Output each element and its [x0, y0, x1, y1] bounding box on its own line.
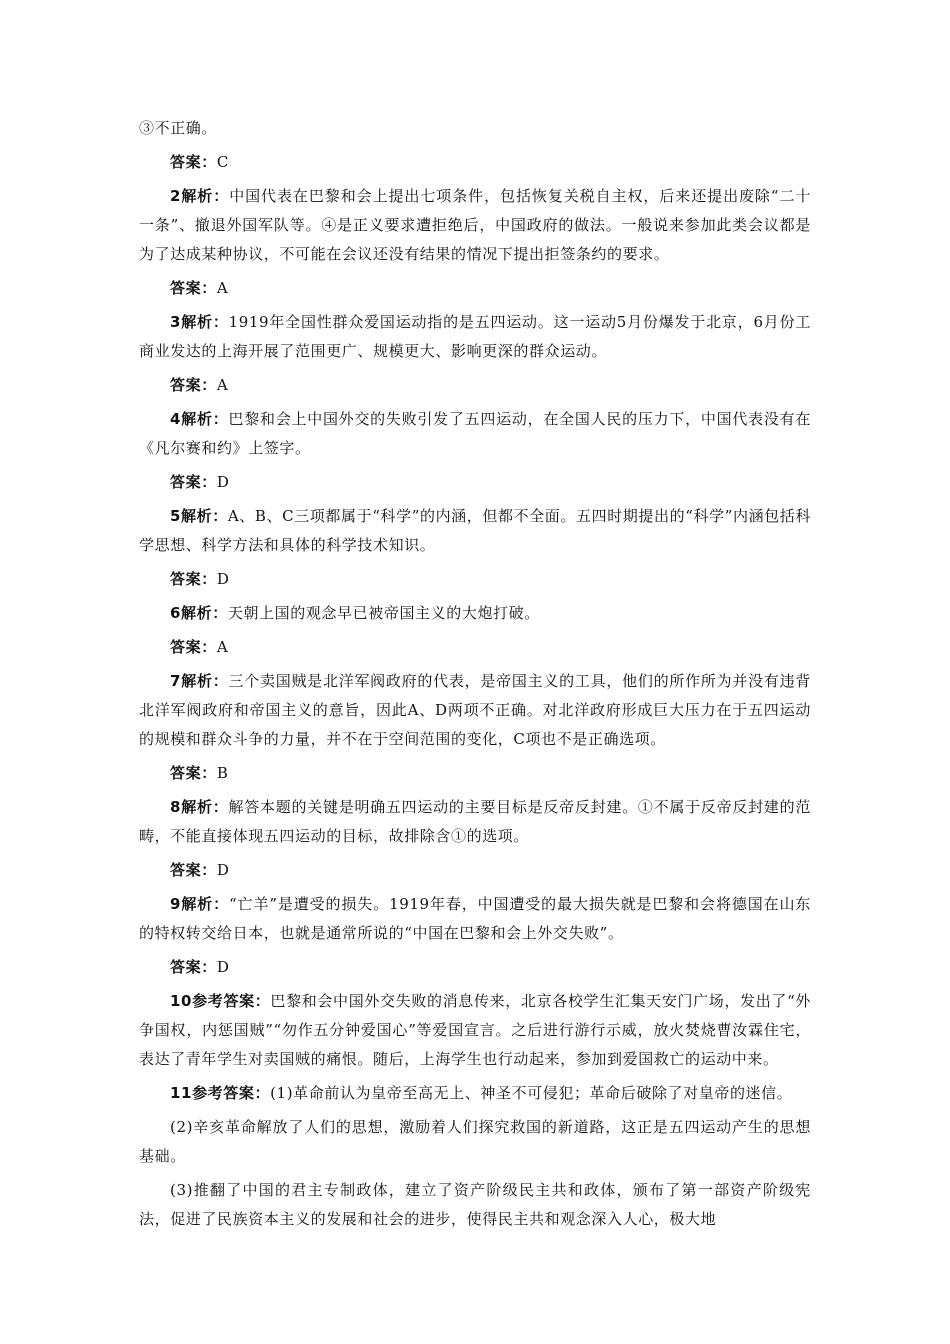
paragraph-continuation: ③不正确。	[139, 119, 218, 137]
analysis-2: 2解析：中国代表在巴黎和会上提出七项条件，包括恢复关税自主权，后来还提出废除“二十一条”、撤退外国军队等。④是正义要求遭拒绝后，中国政府的做法。一般说来参加此类会议都是为了达成某种协议，不可能在会议还没有结果的情况下提出拒签条约的要求。	[139, 187, 811, 263]
analysis-4: 4解析：巴黎和会上中国外交的失败引发了五四运动，在全国人民的压力下，中国代表没有在《凡尔赛和约》上签字。	[139, 410, 811, 457]
reference-answer-11: 11参考答案：(1)革命前认为皇帝至高无上、神圣不可侵犯；革命后破除了对皇帝的迷信。	[170, 1084, 793, 1102]
answer-2: 答案：A	[170, 279, 229, 297]
reference-answer-10: 10参考答案：巴黎和会中国外交失败的消息传来，北京各校学生汇集天安门广场，发出了“外争国权，内惩国贼”“勿作五分钟爱国心”等爱国宣言。之后进行游行示威，放火焚烧曹汝霖住宅，表达了青年学生对卖国贼的痛恨。随后，上海学生也行动起来，参加到爱国救亡的运动中来。	[139, 992, 811, 1068]
analysis-5: 5解析：A、B、C三项都属于“科学”的内涵，但都不全面。五四时期提出的“科学”内涵包括科学思想、科学方法和具体的科学技术知识。	[139, 507, 811, 554]
answer-1: 答案：C	[170, 153, 229, 171]
analysis-7: 7解析：三个卖国贼是北洋军阀政府的代表，是帝国主义的工具，他们的所作所为并没有违背北洋军阀政府和帝国主义的意旨，因此A、D两项不正确。对北洋政府形成巨大压力在于五四运动的规模和群众斗争的力量，并不在于空间范围的变化，C项也不是正确选项。	[139, 672, 811, 748]
reference-answer-11-part-2: (2)辛亥革命解放了人们的思想，激励着人们探究救国的新道路，这正是五四运动产生的思想基础。	[139, 1118, 811, 1165]
reference-answer-11-part-3: (3)推翻了中国的君主专制政体，建立了资产阶级民主共和政体，颁布了第一部资产阶级宪法，促进了民族资本主义的发展和社会的进步，使得民主共和观念深入人心，极大地	[139, 1181, 811, 1228]
answer-4: 答案：D	[170, 473, 230, 491]
document-page	[139, 114, 811, 1239]
analysis-6: 6解析：天朝上国的观念早已被帝国主义的大炮打破。	[170, 604, 540, 622]
analysis-9: 9解析：“亡羊”是遭受的损失。1919年春，中国遭受的最大损失就是巴黎和会将德国在山东的特权转交给日本，也就是通常所说的“中国在巴黎和会上外交失败”。	[139, 895, 811, 942]
answer-6: 答案：A	[170, 638, 229, 656]
answer-9: 答案：D	[170, 958, 230, 976]
answer-7: 答案：B	[170, 764, 229, 782]
answer-8: 答案：D	[170, 861, 230, 879]
analysis-3: 3解析：1919年全国性群众爱国运动指的是五四运动。这一运动5月份爆发于北京，6月份工商业发达的上海开展了范围更广、规模更大、影响更深的群众运动。	[139, 313, 811, 360]
answer-5: 答案：D	[170, 570, 230, 588]
answer-3: 答案：A	[170, 376, 229, 394]
analysis-8: 8解析：解答本题的关键是明确五四运动的主要目标是反帝反封建。①不属于反帝反封建的范畴，不能直接体现五四运动的目标，故排除含①的选项。	[139, 798, 811, 845]
